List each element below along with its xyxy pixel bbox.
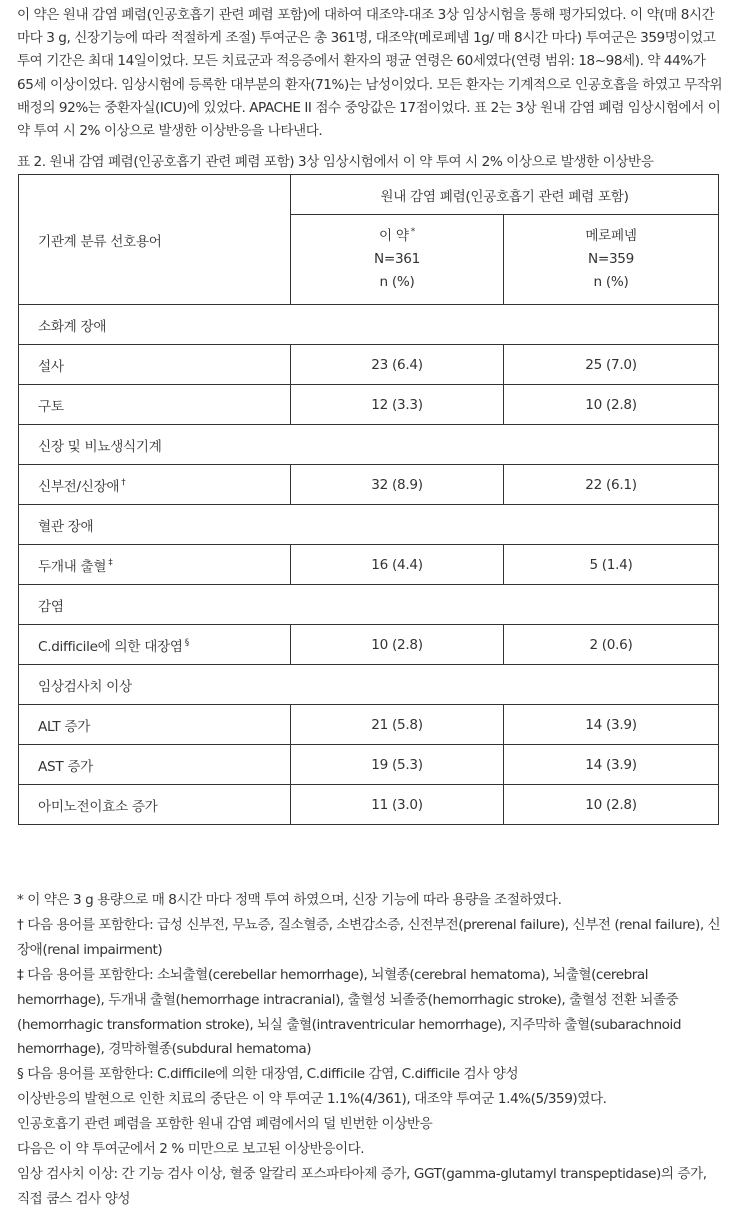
- comparator-value: 22 (6.1): [504, 465, 719, 505]
- comparator-column-header: [504, 215, 719, 305]
- drug-value: 21 (5.8): [291, 705, 504, 745]
- table-caption: 표 2. 원내 감염 폐렴(인공호흡기 관련 폐렴 포함) 3상 임상시험에서 이 약 투여 시 2% 이상으로 발생한 이상반응: [17, 154, 654, 170]
- footnote-line: * 이 약은 3 g 용량으로 매 8시간 마다 정맥 투여 하였으며, 신장 기능에 따라 용량을 조절하였다.: [17, 892, 562, 908]
- drug-column-name: 이 약: [379, 228, 409, 244]
- drug-value: 12 (3.3): [291, 385, 504, 425]
- category-row: [19, 665, 719, 705]
- term-label: 설사: [38, 358, 64, 375]
- footnote-line: 이상반응의 발현으로 인한 치료의 중단은 이 약 투여군 1.1%(4/361), 대조약 투여군 1.4%(5/359)였다.: [17, 1091, 607, 1108]
- category-label: 임상검사치 이상: [19, 665, 719, 705]
- table-row: [19, 345, 719, 385]
- footnote-line: ‡ 다음 용어를 포함한다: 소뇌출혈(cerebellar hemorrhage), 뇌혈종(cerebral hematoma), 뇌출혈(cerebral hemorrhage), 두개내 출혈(hemorrhage intracranial), 출혈성 뇌졸중(hemorrhagic stroke), 출혈성 전환 뇌졸중(hemorrhagic transformation stroke), 뇌실 출혈(intraventricular hemorrhage), 지주막하 출혈(subarachnoid hemorrhage), 경막하혈종(subdural hematoma): [17, 966, 682, 1058]
- term-footnote-mark: §: [184, 637, 189, 648]
- drug-value: 10 (2.8): [291, 625, 504, 665]
- comparator-value: 2 (0.6): [504, 625, 719, 665]
- intro-paragraph: [17, 4, 723, 143]
- footnotes: [17, 888, 723, 1212]
- drug-value: 19 (5.3): [291, 745, 504, 785]
- term-label: 두개내 출혈: [38, 558, 107, 575]
- group-header: 원내 감염 폐렴(인공호흡기 관련 폐렴 포함): [291, 175, 719, 215]
- comparator-column-n: N=359: [587, 251, 634, 267]
- comparator-value: 14 (3.9): [504, 705, 719, 745]
- term-cell: [19, 785, 291, 825]
- term-footnote-mark: ‡: [108, 557, 113, 568]
- category-row: [19, 305, 719, 345]
- drug-column-mark: *: [410, 227, 415, 237]
- term-label: C.difficile에 의한 대장염: [38, 638, 183, 655]
- term-cell: [19, 545, 291, 585]
- footnote-line: § 다음 용어를 포함한다: C.difficile에 의한 대장염, C.difficile 감염, C.difficile 검사 양성: [17, 1066, 519, 1083]
- category-label: 신장 및 비뇨생식기계: [19, 425, 719, 465]
- drug-value: 23 (6.4): [291, 345, 504, 385]
- term-cell: [19, 625, 291, 665]
- category-row: [19, 585, 719, 625]
- drug-column-header: [291, 215, 504, 305]
- comparator-column-name: 메로페넴: [585, 228, 637, 244]
- intro-text: 이 약은 원내 감염 폐렴(인공호흡기 관련 폐렴 포함)에 대하여 대조약-대조 3상 임상시험을 통해 평가되었다. 이 약(매 8시간 마다 3 g, 신장기능에 따라 적절하게 조절) 투여군은 총 361명, 대조약(메로페넴 1g/ 매 8시간 마다) 투여군은 359명이었고 투여 기간은 최대 14일이었다. 모든 치료군과 적응증에서 환자의 평균 연령은 60세였다(연령 범위: 18~98세). 약 44%가 65세 이상이었다. 임상시험에 등록한 대부분의 환자(71%)는 남성이었다. 모든 환자는 기계적으로 인공호흡을 하였고 무작위 배정의 92%는 중환자실(ICU)에 있었다. APACHE II 점수 중앙값은 17점이었다. 표 2는 3상 원내 감염 폐렴 임상시험에서 이 약 투여 시 2% 이상으로 발생한 이상반응을 나타낸다.: [17, 7, 723, 140]
- category-label: 소화계 장애: [19, 305, 719, 345]
- comparator-value: 10 (2.8): [504, 385, 719, 425]
- table-row: [19, 705, 719, 745]
- term-label: 신부전/신장애: [38, 478, 120, 495]
- footnote-line: 다음은 이 약 투여군에서 2 % 미만으로 보고된 이상반응이다.: [17, 1141, 365, 1158]
- comparator-value: 14 (3.9): [504, 745, 719, 785]
- drug-value: 16 (4.4): [291, 545, 504, 585]
- term-cell: [19, 745, 291, 785]
- term-label: ALT 증가: [38, 718, 91, 735]
- footnote-line: 인공호흡기 관련 폐렴을 포함한 원내 감염 폐렴에서의 덜 빈번한 이상반응: [17, 1116, 433, 1133]
- drug-value: 11 (3.0): [291, 785, 504, 825]
- comparator-column-unit: n (%): [593, 274, 629, 290]
- table-row: [19, 545, 719, 585]
- drug-value: 32 (8.9): [291, 465, 504, 505]
- comparator-value: 5 (1.4): [504, 545, 719, 585]
- footnote-line: † 다음 용어를 포함한다: 급성 신부전, 무뇨증, 질소혈증, 소변감소증, 신전부전(prerenal failure), 신부전 (renal failure), 신장애(renal impairment): [17, 916, 721, 958]
- table-header-row-1: [19, 175, 719, 215]
- term-cell: [19, 705, 291, 745]
- category-row: [19, 425, 719, 465]
- adverse-reaction-table: [18, 174, 719, 825]
- category-row: [19, 505, 719, 545]
- table-row: [19, 625, 719, 665]
- table-row: [19, 465, 719, 505]
- comparator-value: 10 (2.8): [504, 785, 719, 825]
- term-label: 구토: [38, 398, 64, 415]
- table-row: [19, 745, 719, 785]
- row-header-label: 기관계 분류 선호용어: [19, 175, 291, 305]
- term-label: AST 증가: [38, 758, 94, 775]
- table-row: [19, 785, 719, 825]
- term-cell: [19, 385, 291, 425]
- term-footnote-mark: †: [121, 477, 126, 488]
- category-label: 혈관 장애: [19, 505, 719, 545]
- drug-column-unit: n (%): [379, 274, 415, 290]
- comparator-value: 25 (7.0): [504, 345, 719, 385]
- table-row: [19, 385, 719, 425]
- term-cell: [19, 465, 291, 505]
- term-cell: [19, 345, 291, 385]
- term-label: 아미노전이효소 증가: [38, 798, 158, 815]
- footnote-line: 임상 검사치 이상: 간 기능 검사 이상, 혈중 알칼리 포스파타아제 증가, GGT(gamma-glutamyl transpeptidase)의 증가, 직접 쿰스 검사 양성: [17, 1165, 707, 1207]
- category-label: 감염: [19, 585, 719, 625]
- drug-column-n: N=361: [373, 251, 420, 267]
